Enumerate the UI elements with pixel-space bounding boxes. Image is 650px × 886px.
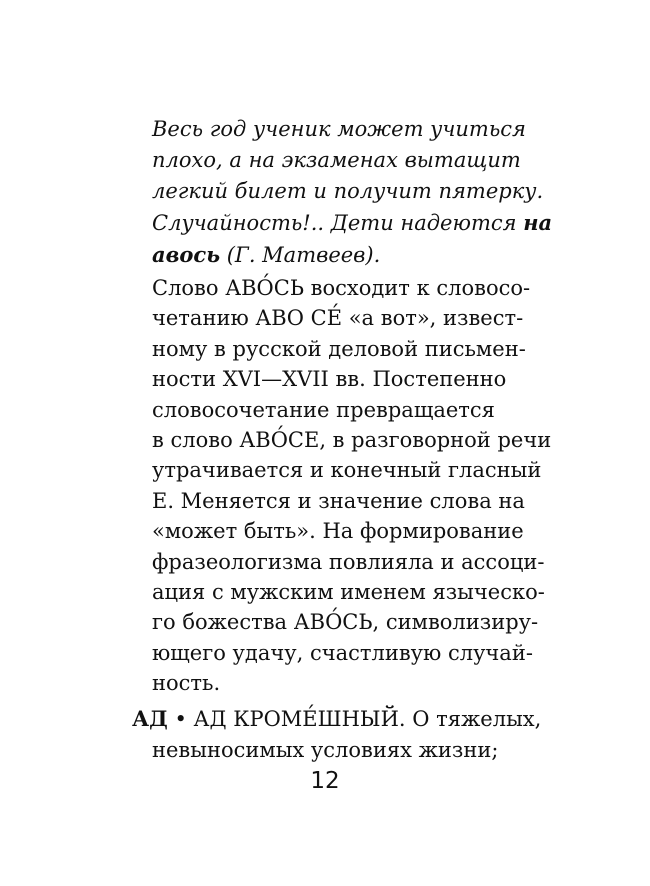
paragraph-line: четанию АВО СЕ́ «а вот», извест- xyxy=(152,306,524,331)
entry-definition-start: АД КРОМЕ́ШНЫЙ. О тяжелых, xyxy=(193,707,542,731)
entry-line xyxy=(132,703,592,735)
paragraph-line: словосочетание превращается xyxy=(152,397,495,422)
paragraph-line: утрачивается и конечный гласный xyxy=(152,458,542,483)
quote-block xyxy=(152,114,592,271)
paragraph-line: в слово АВО́СЕ, в разговорной речи xyxy=(152,428,552,453)
paragraph-line: ному в русской деловой письмен- xyxy=(152,336,526,361)
paragraph-line: Е. Меняется и значение слова на xyxy=(152,488,525,513)
etymology-paragraph xyxy=(152,273,592,699)
quote-attribution: (Г. Матвеев). xyxy=(220,243,381,267)
quote-line: Весь год ученик может учиться xyxy=(152,117,526,141)
paragraph-line: Слово АВО́СЬ восходит к словосо- xyxy=(152,276,531,300)
page-number: 12 xyxy=(310,768,340,794)
quote-line xyxy=(152,207,592,239)
quote-highlight: авось xyxy=(152,242,221,267)
quote-line: легкий билет и получит пятерку. xyxy=(152,179,544,203)
entry-line: невыносимых условиях жизни; xyxy=(152,738,499,762)
dictionary-entry xyxy=(132,703,592,766)
paragraph-line: ющего удачу, счастливую случай- xyxy=(152,640,533,665)
paragraph-line: го божества АВО́СЬ, символизиру- xyxy=(152,610,539,635)
quote-line: плохо, а на экзаменах вытащит xyxy=(152,148,521,172)
paragraph-line: ация с мужским именем языческо- xyxy=(152,580,545,605)
paragraph-line: ности XVI—XVII вв. Постепенно xyxy=(152,367,507,392)
paragraph-line: ность. xyxy=(152,671,221,696)
paragraph-line: фразеологизма повлияла и ассоци- xyxy=(152,549,545,574)
quote-text: Случайность!.. Дети надеются xyxy=(152,211,524,235)
quote-line xyxy=(152,239,592,271)
bullet-marker: • xyxy=(174,707,187,731)
quote-highlight: на xyxy=(523,210,553,235)
paragraph-line: «может быть». На формирование xyxy=(152,519,524,544)
entry-headword: АД xyxy=(132,706,168,731)
